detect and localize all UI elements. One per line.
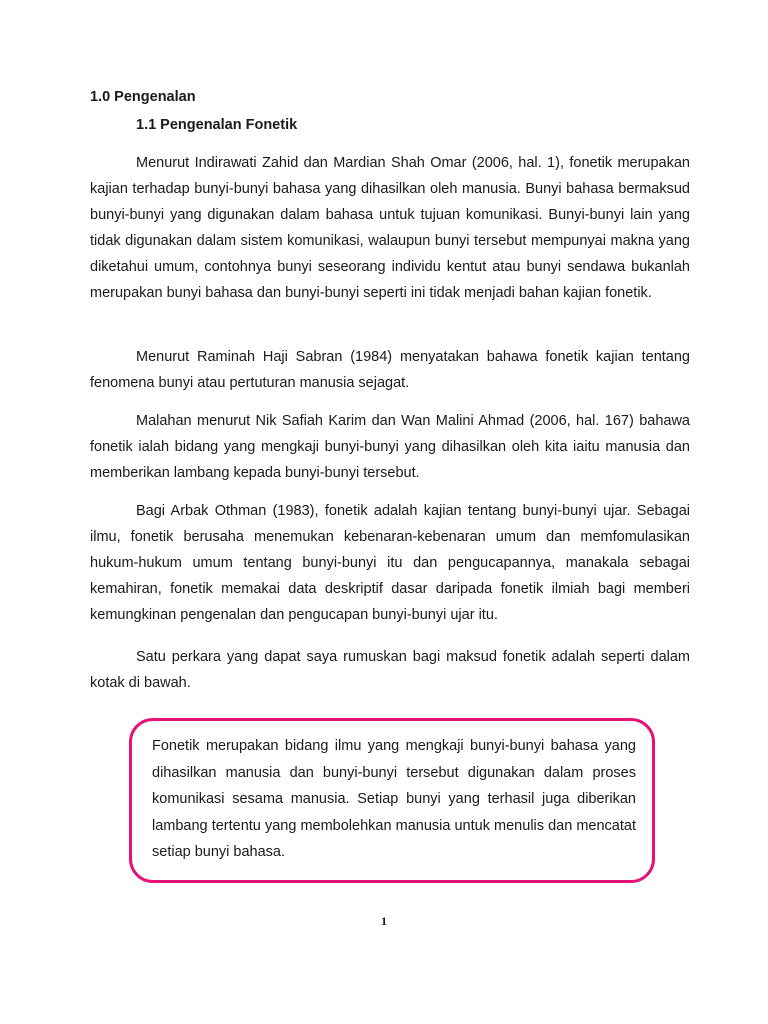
paragraph-5: Satu perkara yang dapat saya rumuskan bagi maksud fonetik adalah seperti dalam kotak di bawah. xyxy=(90,649,690,691)
definition-box xyxy=(129,718,655,883)
definition-text: Fonetik merupakan bidang ilmu yang mengkaji bunyi-bunyi bahasa yang dihasilkan manusia dan bunyi-bunyi tersebut digunakan dalam proses komunikasi sesama manusia. Setiap bunyi yang terhasil juga diberikan lambang tertentu yang membolehkan manusia untuk menulis dan mencatat setiap bunyi bahasa. xyxy=(152,738,636,860)
paragraph-3: Malahan menurut Nik Safiah Karim dan Wan Malini Ahmad (2006, hal. 167) bahawa fonetik ialah bidang yang mengkaji bunyi-bunyi yang dihasilkan oleh kita iaitu manusia dan memberikan lambang kepada bunyi-bunyi tersebut. xyxy=(90,413,690,481)
subsection-heading: 1.1 Pengenalan Fonetik xyxy=(136,117,298,133)
paragraph-4: Bagi Arbak Othman (1983), fonetik adalah kajian tentang bunyi-bunyi ujar. Sebagai ilmu, fonetik berusaha menemukan kebenaran-kebenaran umum dan memfomulasikan hukum-hukum umum tentang bunyi-bunyi itu dan pengucapannya, manakala sebagai kemahiran, fonetik memakai data deskriptif dasar daripada fonetik ilmiah bagi memberi kemungkinan pengenalan dan pengucapan bunyi-bunyi ujar itu. xyxy=(90,503,690,623)
page-number: 1 xyxy=(381,914,387,928)
section-heading: 1.0 Pengenalan xyxy=(90,89,196,105)
paragraph-2: Menurut Raminah Haji Sabran (1984) menyatakan bahawa fonetik kajian tentang fenomena bunyi atau pertuturan manusia sejagat. xyxy=(90,349,690,391)
paragraph-1: Menurut Indirawati Zahid dan Mardian Shah Omar (2006, hal. 1), fonetik merupakan kajian terhadap bunyi-bunyi bahasa yang dihasilkan oleh manusia. Bunyi bahasa bermaksud bunyi-bunyi yang digunakan dalam bahasa untuk tujuan komunikasi. Bunyi-bunyi lain yang tidak digunakan dalam sistem komunikasi, walaupun bunyi tersebut mempunyai makna yang diketahui umum, contohnya bunyi seseorang individu kentut atau bunyi sendawa bukanlah merupakan bunyi bahasa dan bunyi-bunyi seperti ini tidak menjadi bahan kajian fonetik. xyxy=(90,155,690,301)
